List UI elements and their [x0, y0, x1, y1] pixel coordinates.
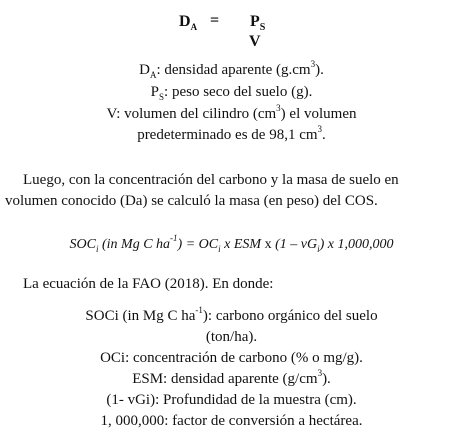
formula-equals: =	[210, 12, 220, 29]
fao-intro: La ecuación de la FAO (2018). En donde:	[23, 276, 274, 292]
paragraph-line: volumen conocido (Da) se calculó la masa (en peso) del COS.	[5, 193, 378, 209]
def-volume-cont: predeterminado es de 98,1 $cm^3$.	[137, 124, 326, 143]
def-dry-weight: $P_S$: peso seco del suelo (g).	[150, 84, 313, 102]
def-density: $D_A$: densidad aparente $(g.cm^3)$.	[139, 59, 324, 80]
def-volume: V: volumen del cilindro $(cm^3)$ el volumen	[106, 103, 357, 122]
formula-numerator: $P_S$	[250, 13, 266, 34]
formula-lhs: $D_A$	[179, 13, 198, 33]
def-esm: ESM: densidad aparente $(g/cm^3)$.	[132, 368, 331, 387]
def-soc-cont: (ton/ha).	[205, 329, 258, 345]
soc-formula: $SOC_i$ (in Mg C $ha^{-1}) = OC_i$ x ESM x $(1 - vG_i)$ x 1,000,000	[69, 233, 394, 254]
formula-denominator: V	[249, 33, 261, 50]
def-soc: SOCi (in Mg C $ha^{-1}$): carbono orgánico del suelo	[85, 305, 378, 324]
def-factor: 1, 000,000: factor de conversión a hectárea.	[100, 413, 363, 429]
paragraph-line: Luego, con la concentración del carbono y la masa de suelo en	[23, 172, 399, 188]
def-depth: (1- vGi): Profundidad de la muestra (cm).	[106, 392, 357, 408]
def-oc: OCi: concentración de carbono (% o mg/g).	[100, 350, 363, 366]
